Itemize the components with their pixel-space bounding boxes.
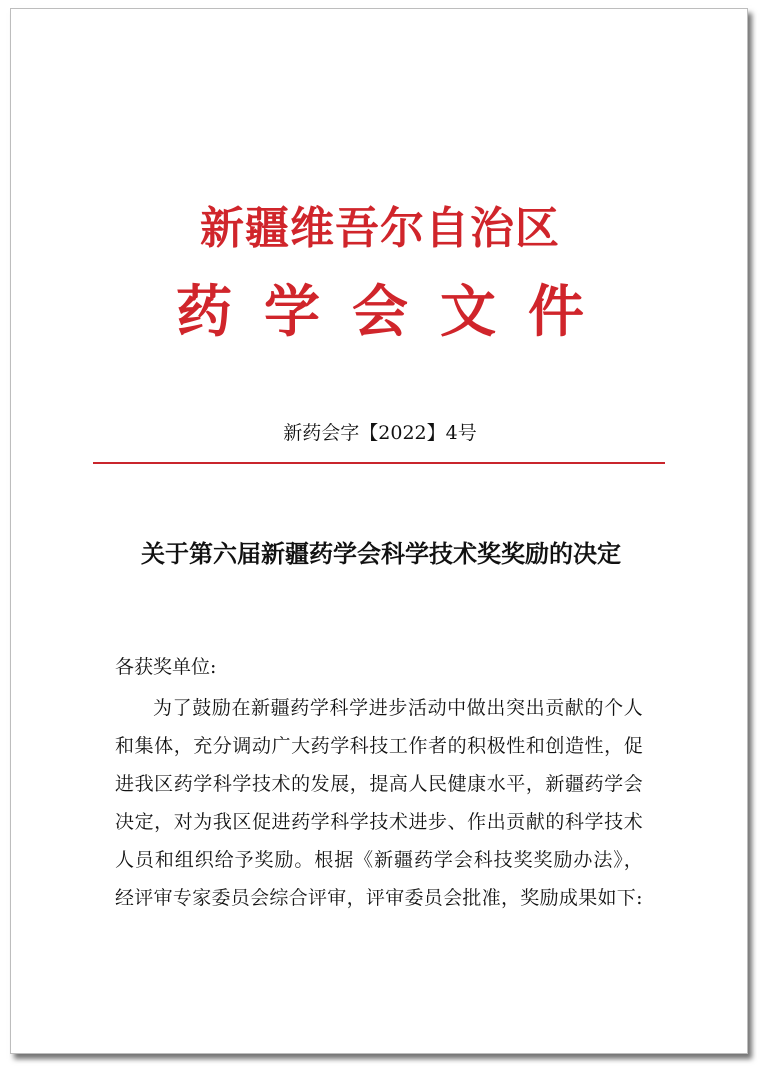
document-page xyxy=(10,8,748,1054)
issuer-header-document-type: 药学会文件 xyxy=(176,279,616,345)
document-number: 新药会字【2022】4号 xyxy=(283,422,477,444)
document-title: 关于第六届新疆药学会科学技术奖奖励的决定 xyxy=(141,539,621,568)
salutation: 各获奖单位: xyxy=(115,656,217,678)
red-divider-line xyxy=(93,462,665,464)
body-paragraph: 为了鼓励在新疆药学科学进步活动中做出突出贡献的个人和集体，充分调动广大药学科技工作者的积极性和创造性，促进我区药学科学技术的发展，提高人民健康水平，新疆药学会决定，对为我区促进药学科学技术进步、作出贡献的科学技术人员和组织给予奖励。根据《新疆药学会科技奖奖励办法》，经评审专家委员会综合评审，评审委员会批准，奖励成果如下: xyxy=(115,697,643,909)
issuer-header-region: 新疆维吾尔自治区 xyxy=(200,203,560,254)
